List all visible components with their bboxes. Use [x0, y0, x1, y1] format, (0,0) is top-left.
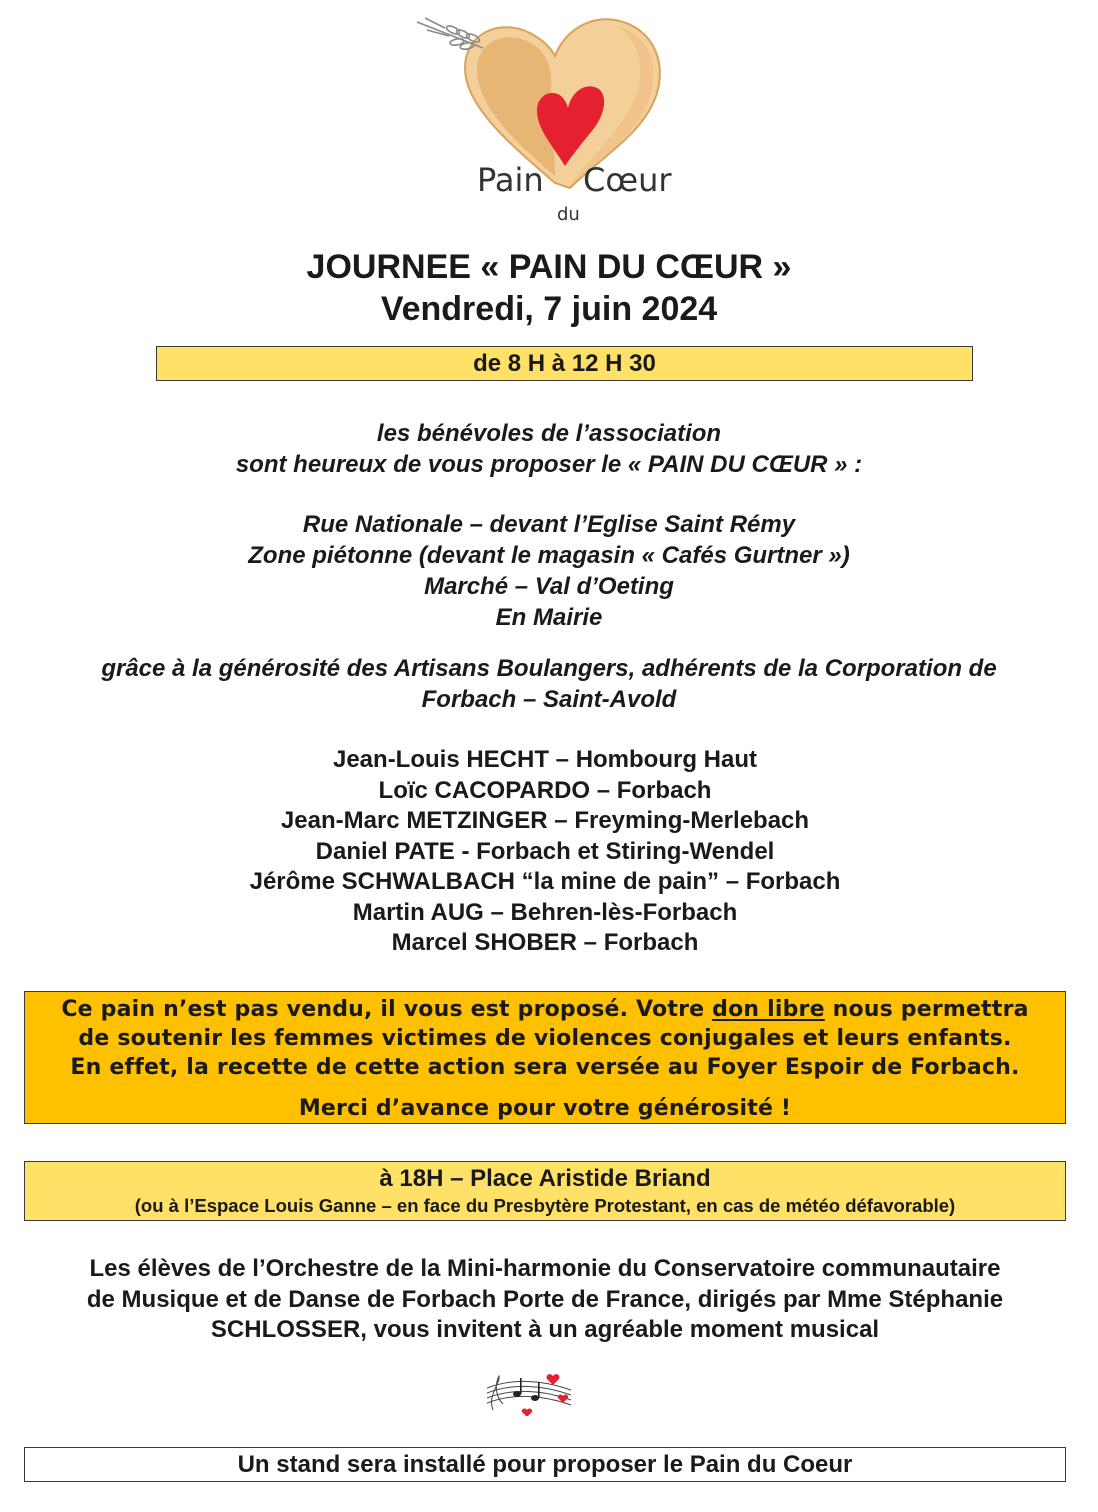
thanks-line: grâce à la générosité des Artisans Boulangers, adhérents de la Corporation de [101, 655, 997, 682]
page-title: JOURNEE « PAIN DU CŒUR » [306, 248, 792, 286]
donation-line-1 [25, 995, 1065, 1024]
thanks-line: Forbach – Saint-Avold [421, 686, 677, 713]
baker-item: Marcel SHOBER – Forbach [391, 929, 699, 956]
donation-text: nous permettra [824, 997, 1029, 1022]
thanks-text [0, 653, 1098, 715]
baker-item: Martin AUG – Behren-lès-Forbach [352, 898, 738, 926]
baker-item: Loïc CACOPARDO – Forbach [378, 776, 712, 804]
location-item: En Mairie [495, 604, 603, 631]
concert-line: Les élèves de l’Orchestre de la Mini-harmonie du Conservatoire communautaire [89, 1255, 1001, 1282]
morning-time-box [156, 346, 973, 381]
location-item: Marché – Val d’Oeting [424, 573, 674, 600]
donation-thanks: Merci d’avance pour votre générosité ! [298, 1096, 792, 1121]
evening-heading: à 18H – Place Aristide Briand [379, 1165, 711, 1192]
location-item: Zone piétonne (devant le magasin « Cafés Gurtner ») [248, 542, 850, 569]
concert-text [0, 1254, 1090, 1346]
wheat-icon [417, 18, 483, 50]
baker-item: Jean-Marc METZINGER – Freyming-Merlebach [280, 807, 810, 834]
locations-list [0, 509, 1098, 633]
baker-item: Jean-Louis HECHT – Hombourg Haut [332, 746, 758, 773]
concert-line: de Musique et de Danse de Forbach Porte de France, dirigés par Mme Stéphanie [86, 1285, 1004, 1313]
footer-box [24, 1447, 1066, 1482]
donation-line-3: En effet, la recette de cette action sera versée au Foyer Espoir de Forbach. [70, 1055, 1020, 1080]
footer-text: Un stand sera installé pour proposer le Pain du Coeur [237, 1451, 853, 1478]
donation-line-2: de soutenir les femmes victimes de violences conjugales et leurs enfants. [78, 1026, 1012, 1051]
bakers-list [0, 745, 1090, 959]
logo-word-du: du [557, 204, 580, 225]
intro-text [0, 418, 1098, 480]
pain-du-coeur-logo [405, 8, 695, 230]
evening-box [24, 1161, 1066, 1221]
baker-item: Jérôme SCHWALBACH “la mine de pain” – Forbach [249, 868, 841, 895]
location-item: Rue Nationale – devant l’Eglise Saint Rémy [302, 511, 796, 538]
evening-note: (ou à l’Espace Louis Ganne – en face du Presbytère Protestant, en cas de météo défavorable) [134, 1195, 956, 1216]
heart-bread-icon [405, 8, 695, 230]
concert-line: SCHLOSSER, vous invitent à un agréable moment musical [210, 1316, 880, 1343]
logo-word-pain: Pain [477, 161, 544, 199]
free-donation-term: don libre [712, 997, 825, 1022]
donation-box [24, 991, 1066, 1124]
intro-line: sont heureux de vous proposer le « PAIN DU CŒUR » : [235, 451, 863, 478]
logo-word-coeur: Cœur [583, 161, 672, 199]
morning-time: de 8 H à 12 H 30 [473, 350, 656, 377]
donation-text: Ce pain n’est pas vendu, il vous est proposé. Votre [61, 997, 713, 1022]
intro-line: les bénévoles de l’association [376, 420, 722, 447]
event-date: Vendredi, 7 juin 2024 [380, 290, 718, 328]
baker-item: Daniel PATE - Forbach et Stiring-Wendel [315, 837, 775, 865]
music-notes-icon [483, 1366, 575, 1416]
